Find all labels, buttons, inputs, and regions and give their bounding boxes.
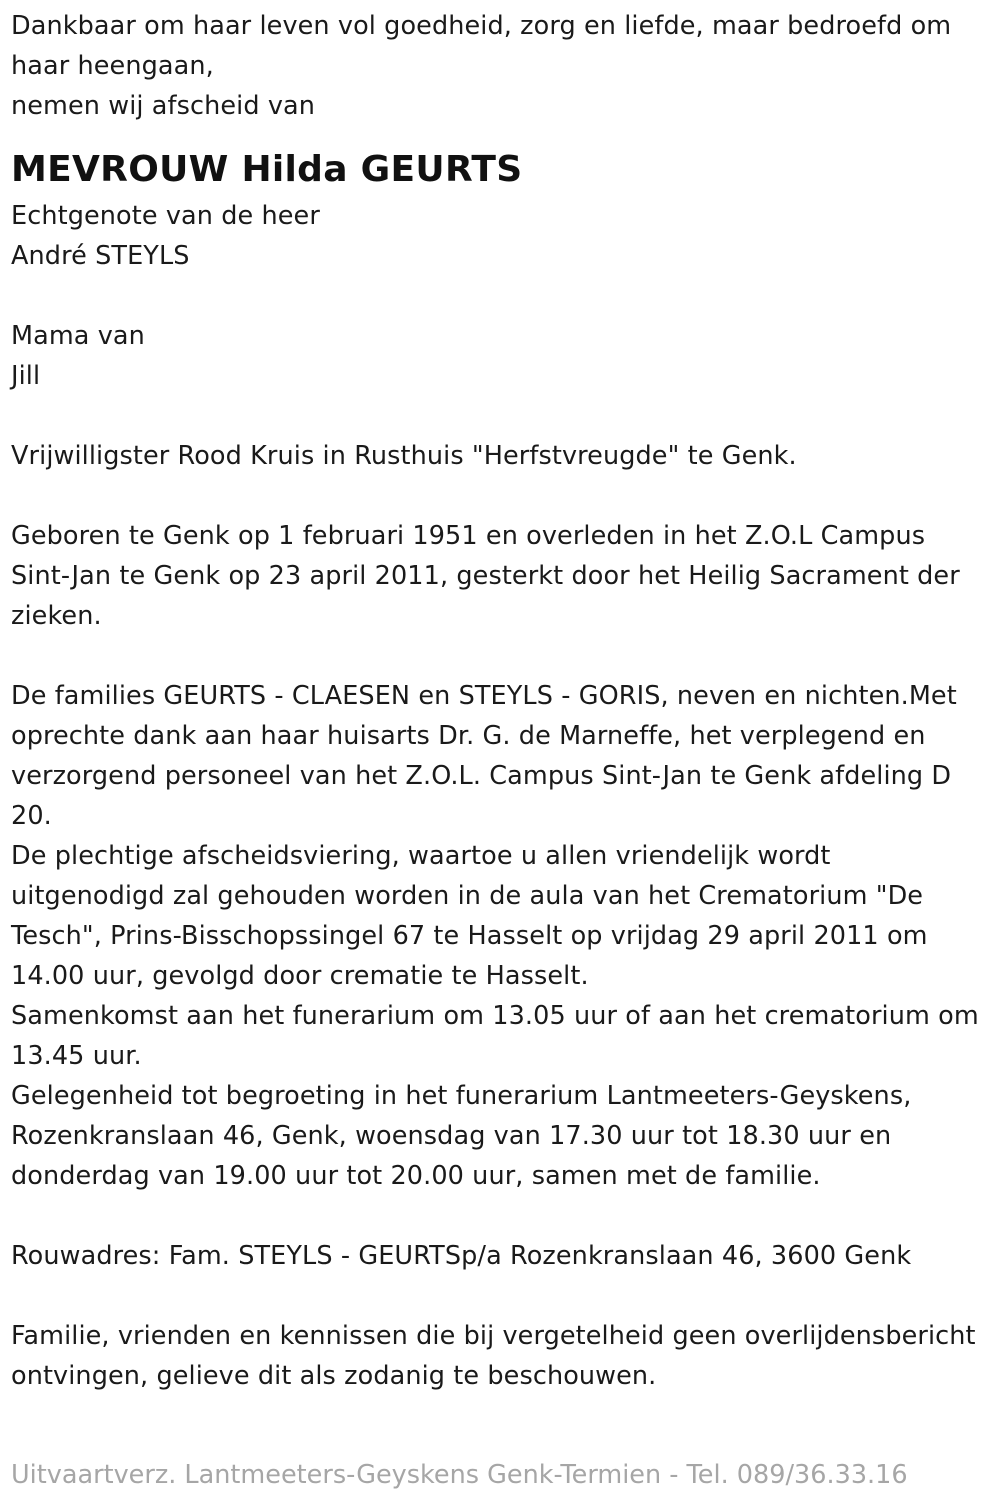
notice-text: Familie, vrienden en kennissen die bij vergetelheid geen overlijdensbericht ontvingen, gelieve dit als zodanig te beschouwen. (11, 1321, 976, 1391)
obituary-document (11, 6, 986, 1396)
mourning-address: Rouwadres: Fam. STEYLS - GEURTSp/a Rozenkranslaan 46, 3600 Genk (11, 1241, 912, 1271)
spouse-name: André STEYLS (11, 241, 190, 271)
spouse-label: Echtgenote van de heer (11, 201, 320, 231)
child-label: Mama van (11, 321, 145, 351)
volunteer-text: Vrijwilligster Rood Kruis in Rusthuis "Herfstvreugde" te Genk. (11, 441, 797, 471)
visitation-text: Gelegenheid tot begroeting in het funerarium Lantmeeters-Geyskens, Rozenkranslaan 46, Genk, woensdag van 17.30 uur tot 18.30 uur en donderdag van 19.00 uur tot 20.00 uur, samen met de familie. (11, 1081, 912, 1191)
funeral-home-footer: Uitvaartverz. Lantmeeters-Geyskens Genk-Termien - Tel. 089/36.33.16 (11, 1460, 908, 1490)
intro-farewell: nemen wij afscheid van (11, 91, 315, 121)
child-name: Jill (11, 361, 41, 391)
ceremony-text: De plechtige afscheidsviering, waartoe u allen vriendelijk wordt uitgenodigd zal gehouden worden in de aula van het Crematorium "De Tesch", Prins-Bisschopssingel 67 te Hasselt op vrijdag 29 april 2011 om 14.00 uur, gevolgd door crematie te Hasselt. (11, 841, 928, 991)
intro-text: Dankbaar om haar leven vol goedheid, zorg en liefde, maar bedroefd om haar heengaan, (11, 11, 952, 81)
families-text: De families GEURTS - CLAESEN en STEYLS - GORIS, neven en nichten.Met oprechte dank aan haar huisarts Dr. G. de Marneffe, het verplegend en verzorgend personeel van het Z.O.L. Campus Sint-Jan te Genk afdeling D 20. (11, 681, 957, 831)
birth-death-text: Geboren te Genk op 1 februari 1951 en overleden in het Z.O.L Campus Sint-Jan te Genk op 23 april 2011, gesterkt door het Heilig Sacrament der zieken. (11, 521, 960, 631)
deceased-name: MEVROUW Hilda GEURTS (11, 149, 523, 190)
gathering-text: Samenkomst aan het funerarium om 13.05 uur of aan het crematorium om 13.45 uur. (11, 1001, 979, 1071)
